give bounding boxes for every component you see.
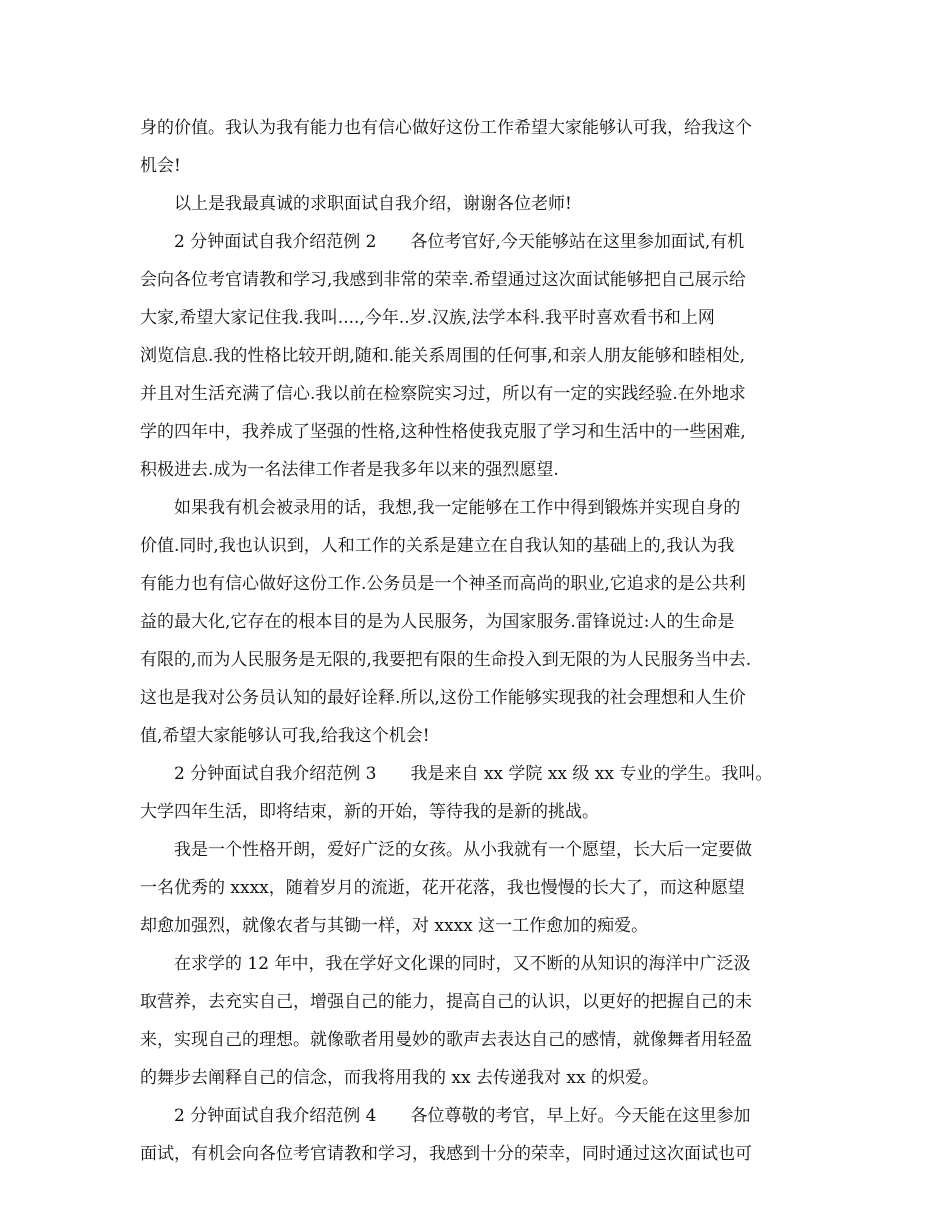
text-line: 大学四年生活，即将结束，新的开始，等待我的是新的挑战。 [140, 802, 599, 822]
text-line: 有限的,而为人民服务是无限的,我要把有限的生命投入到无限的为人民服务当中去. [140, 650, 752, 670]
section-heading-line: 2 分钟面试自我介绍范例 2 各位考官好,今天能够站在这里参加面试,有机 [174, 232, 745, 252]
text-line: 这也是我对公务员认知的最好诠释.所以,这份工作能够实现我的社会理想和人生价 [140, 688, 746, 708]
text-line: 大家,希望大家记住我.我叫....,今年..岁.汉族,法学本科.我平时喜欢看书和上网 [140, 308, 715, 328]
text-line: 面试，有机会向各位考官请教和学习，我感到十分的荣幸，同时通过这次面试也可 [140, 1144, 752, 1164]
text-line: 来，实现自己的理想。就像歌者用曼妙的歌声去表达自己的感情，就像舞者用轻盈 [140, 1030, 752, 1050]
text-line: 值,希望大家能够认可我,给我这个机会! [140, 726, 430, 746]
text-line: 一名优秀的 xxxx，随着岁月的流逝，花开花落，我也慢慢的长大了，而这种愿望 [140, 878, 745, 898]
text-line: 的舞步去阐释自己的信念，而我将用我的 xx 去传递我对 xx 的炽爱。 [140, 1068, 659, 1088]
text-line: 身的价值。我认为我有能力也有信心做好这份工作希望大家能够认可我，给我这个 [140, 118, 752, 138]
section-heading-line: 2 分钟面试自我介绍范例 4 各位尊敬的考官，早上好。今天能在这里参加 [174, 1106, 751, 1126]
text-line: 在求学的 12 年中，我在学好文化课的同时，又不断的从知识的海洋中广泛汲 [174, 954, 751, 974]
text-line: 并且对生活充满了信心.我以前在检察院实习过，所以有一定的实践经验.在外地求 [140, 384, 746, 404]
text-line: 会向各位考官请教和学习,我感到非常的荣幸.希望通过这次面试能够把自己展示给 [140, 270, 746, 290]
text-line: 取营养，去充实自己，增强自己的能力，提高自己的认识，以更好的把握自己的未 [140, 992, 752, 1012]
text-line: 积极进去.成为一名法律工作者是我多年以来的强烈愿望. [140, 460, 559, 480]
text-line: 益的最大化,它存在的根本目的是为人民服务，为国家服务.雷锋说过:人的生命是 [140, 612, 735, 632]
text-line: 以上是我最真诚的求职面试自我介绍，谢谢各位老师! [174, 194, 572, 214]
text-line: 如果我有机会被录用的话，我想,我一定能够在工作中得到锻炼并实现自身的 [174, 498, 741, 518]
text-line: 有能力也有信心做好这份工作.公务员是一个神圣而高尚的职业,它追求的是公共利 [140, 574, 746, 594]
text-line: 机会! [140, 156, 181, 176]
text-line: 我是一个性格开朗，爱好广泛的女孩。从小我就有一个愿望，长大后一定要做 [174, 840, 752, 860]
text-line: 却愈加强烈，就像农者与其锄一样，对 xxxx 这一工作愈加的痴爱。 [140, 916, 649, 936]
text-line: 浏览信息.我的性格比较开朗,随和.能关系周围的任何事,和亲人朋友能够和睦相处, [140, 346, 746, 366]
text-line: 学的四年中，我养成了坚强的性格,这种性格使我克服了学习和生活中的一些困难, [140, 422, 746, 442]
section-heading-line: 2 分钟面试自我介绍范例 3 我是来自 xx 学院 xx 级 xx 专业的学生。我叫。 [174, 764, 773, 784]
text-line: 价值.同时,我也认识到，人和工作的关系是建立在自我认知的基础上的,我认为我 [140, 536, 735, 556]
